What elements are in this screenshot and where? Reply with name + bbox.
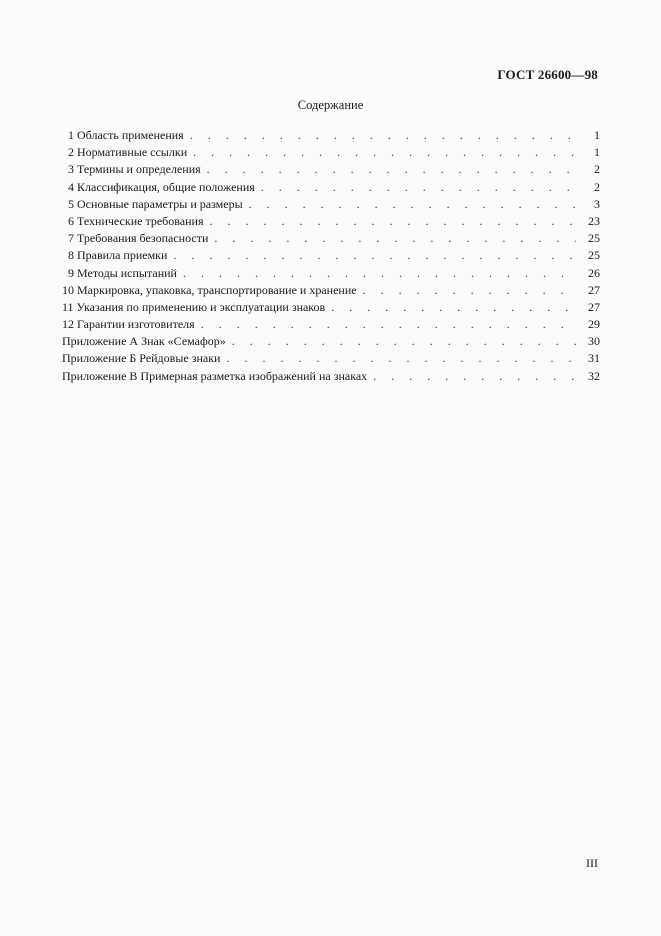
toc-entry-label: 2 Нормативные ссылки bbox=[68, 145, 188, 160]
toc-entry-page: 25 bbox=[588, 248, 600, 263]
toc-entry-page: 32 bbox=[588, 368, 600, 383]
toc-leader-dots bbox=[226, 350, 576, 367]
document-standard-number: ГОСТ 26600—98 bbox=[497, 67, 598, 82]
toc-entry[interactable] bbox=[62, 196, 600, 213]
toc-leader-dots bbox=[232, 333, 576, 350]
toc-entry-page: 29 bbox=[588, 317, 600, 332]
toc-entry[interactable] bbox=[62, 299, 600, 316]
toc-entry-label: 3 Термины и определения bbox=[68, 162, 201, 177]
toc-entry-label: 6 Технические требования bbox=[68, 213, 204, 228]
toc-leader-dots bbox=[201, 316, 576, 333]
toc-entry[interactable] bbox=[62, 179, 600, 196]
toc-entry-page: 1 bbox=[594, 145, 600, 160]
toc-entry-label: 9 Методы испытаний bbox=[68, 265, 177, 280]
toc-leader-dots bbox=[173, 247, 576, 264]
toc-entry-label: 12 Гарантии изготовителя bbox=[62, 317, 195, 332]
toc-entry-page: 1 bbox=[594, 128, 600, 142]
toc-entry[interactable] bbox=[62, 213, 600, 230]
toc-entry-label: 8 Правила приемки bbox=[68, 248, 168, 263]
toc-entry-page: 30 bbox=[588, 334, 600, 349]
toc-entry-label: 1 Область применения bbox=[68, 128, 184, 142]
toc-entry-page: 3 bbox=[594, 196, 600, 211]
page-number: III bbox=[586, 856, 598, 870]
toc-entry[interactable] bbox=[62, 161, 600, 178]
toc-entry[interactable] bbox=[62, 368, 600, 385]
toc-entry[interactable] bbox=[62, 350, 600, 367]
toc-entry[interactable] bbox=[62, 230, 600, 247]
toc-entry-label: Приложение А Знак «Семафор» bbox=[62, 334, 226, 349]
toc-leader-dots bbox=[373, 368, 576, 385]
toc-entry-label: 4 Классификация, общие положения bbox=[68, 179, 255, 194]
toc-leader-dots bbox=[183, 265, 576, 282]
toc-entry-label: Приложение Б Рейдовые знаки bbox=[62, 351, 221, 366]
toc-entry-page: 23 bbox=[588, 213, 600, 228]
toc-entry[interactable] bbox=[62, 144, 600, 161]
toc-leader-dots bbox=[193, 144, 576, 161]
toc-entry[interactable] bbox=[62, 265, 600, 282]
toc-entry-page: 2 bbox=[594, 179, 600, 194]
toc-entry-label: 5 Основные параметры и размеры bbox=[68, 196, 243, 211]
toc-entry-label: 10 Маркировка, упаковка, транспортирование и хранение bbox=[62, 282, 357, 297]
toc-entry-page: 27 bbox=[588, 282, 600, 297]
toc-entry-page: 31 bbox=[588, 351, 600, 366]
toc-entry[interactable] bbox=[62, 333, 600, 350]
toc-leader-dots bbox=[214, 230, 576, 247]
toc-title: Содержание bbox=[297, 98, 364, 112]
table-of-contents bbox=[62, 127, 600, 385]
toc-leader-dots bbox=[363, 282, 576, 299]
toc-entry[interactable] bbox=[62, 127, 600, 144]
toc-entry-page: 26 bbox=[588, 265, 600, 280]
toc-entry[interactable] bbox=[62, 282, 600, 299]
toc-entry-page: 27 bbox=[588, 299, 600, 314]
toc-leader-dots bbox=[331, 299, 576, 316]
toc-leader-dots bbox=[249, 196, 576, 213]
toc-leader-dots bbox=[209, 213, 576, 230]
toc-entry-label: 11 Указания по применению и эксплуатации знаков bbox=[62, 299, 326, 314]
toc-entry[interactable] bbox=[62, 247, 600, 264]
toc-leader-dots bbox=[261, 179, 576, 196]
toc-leader-dots bbox=[190, 127, 576, 144]
toc-entry-page: 25 bbox=[588, 231, 600, 246]
toc-leader-dots bbox=[207, 161, 576, 178]
toc-entry-page: 2 bbox=[594, 162, 600, 177]
toc-entry[interactable] bbox=[62, 316, 600, 333]
toc-entry-label: Приложение В Примерная разметка изображений на знаках bbox=[62, 368, 368, 383]
toc-entry-label: 7 Требования безопасности bbox=[68, 231, 209, 246]
